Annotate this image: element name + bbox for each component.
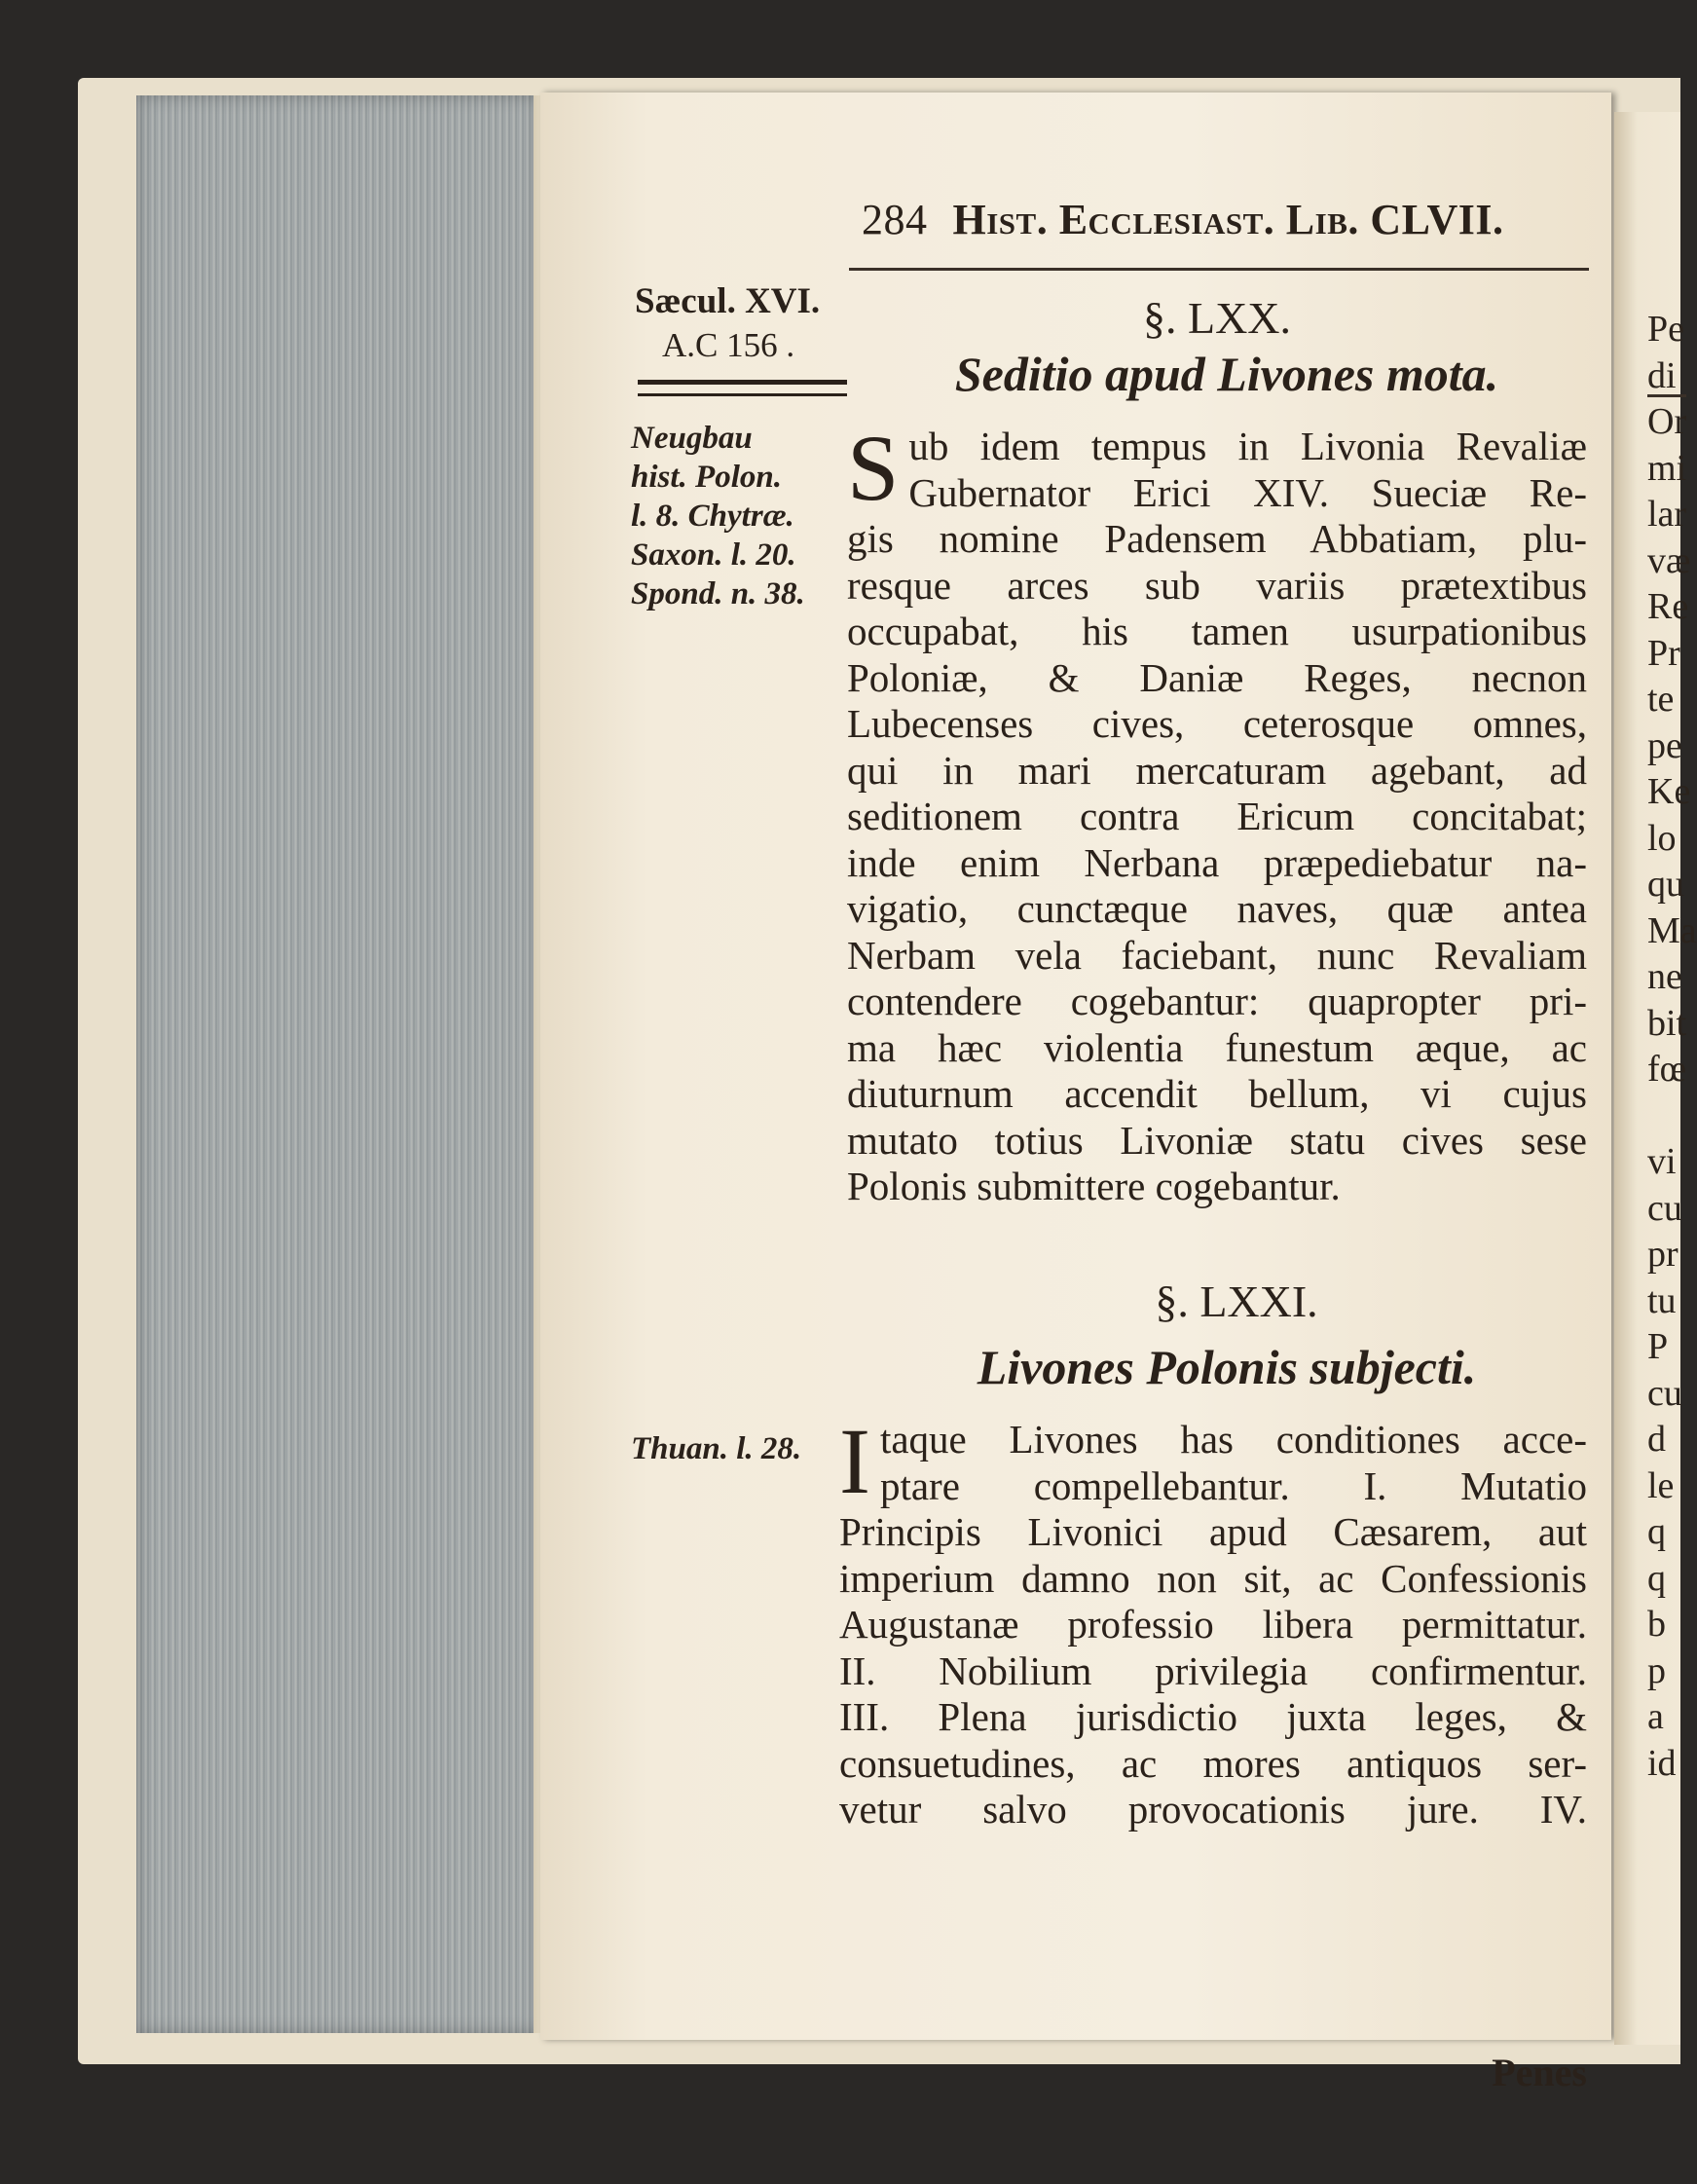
text-line: Lubecenses cives, ceterosque omnes, — [847, 701, 1587, 746]
text-line: Nerbam vela faciebant, nunc Revaliam — [847, 932, 1587, 978]
text-line: taque Livones has conditiones acce- — [879, 1417, 1587, 1462]
next-page-fragment-line: tu — [1647, 1279, 1677, 1321]
next-page-fragment-line: pe — [1647, 724, 1682, 766]
next-page-fragment-line: p — [1647, 1649, 1666, 1691]
text-line: imperium damno non sit, ac Confessionis — [839, 1555, 1587, 1601]
text-line: seditionem contra Ericum concitabat; — [847, 794, 1587, 838]
text-line: resque arces sub variis prætextibus — [847, 562, 1587, 608]
text-line: consuetudines, ac mores antiquos ser- — [839, 1740, 1587, 1786]
text-line: diuturnum accendit bellum, vi cujus — [847, 1071, 1587, 1116]
next-page-fragment-line: bit — [1647, 1002, 1687, 1044]
text-line: II. Nobilium privilegia confirmentur. — [839, 1647, 1587, 1693]
next-page-fragment-line: pr — [1647, 1234, 1679, 1275]
next-page-fragment-line: b — [1647, 1604, 1666, 1645]
next-page-fragment-line: fœ — [1647, 1049, 1687, 1090]
margin-thuan: Thuan. l. 28. — [631, 1431, 802, 1466]
section-70-title: Seditio apud Livones mota. — [954, 347, 1499, 401]
text-line: occupabat, his tamen usurpationibus — [847, 609, 1587, 653]
text-line: III. Plena jurisdictio juxta leges, & — [839, 1694, 1587, 1739]
next-page-fragment-line: cu — [1647, 1187, 1682, 1229]
section-71-title: Livones Polonis subjecti. — [977, 1340, 1477, 1394]
margin-ref: l. 8. Chytræ. — [631, 499, 794, 534]
next-page-fragment-line: d — [1647, 1419, 1666, 1460]
text-line: contendere cogebantur: quapropter pri- — [847, 979, 1587, 1023]
next-page-fragment-line: mi — [1647, 447, 1687, 489]
text-line: gis nomine Padensem Abbatiam, plu- — [847, 516, 1587, 561]
text-line: Augustanæ professio libera permittatur. — [839, 1602, 1587, 1647]
margin-anno: A.C 156 . — [662, 326, 795, 364]
section-70-body — [847, 416, 1587, 1210]
text-line: Gubernator Erici XIV. Sueciæ Re- — [908, 469, 1587, 515]
header-rule — [849, 268, 1589, 271]
text-line: ub idem tempus in Livonia Revaliæ — [908, 424, 1587, 468]
text-line: inde enim Nerbana præpediebatur na- — [847, 839, 1587, 885]
next-page-fragment-line: id — [1647, 1742, 1677, 1784]
margin-ref: Spond. n. 38. — [631, 576, 805, 611]
next-page-fragment-line: Re — [1647, 586, 1689, 627]
margin-rule-thick — [638, 380, 847, 385]
next-page-fragment-line: ne — [1647, 956, 1682, 997]
running-head — [862, 195, 1587, 253]
text-line: Principis Livonici apud Cæsarem, aut — [839, 1509, 1587, 1554]
drop-cap: S — [847, 416, 900, 520]
next-page-fragment-line: a — [1647, 1696, 1664, 1737]
next-page-fragment-line: lar — [1647, 494, 1687, 535]
next-page-fragment-line: q — [1647, 1557, 1666, 1599]
running-title: Hist. Ecclesiast. Lib. CLVII. — [952, 196, 1504, 243]
next-page-fragment-line: te — [1647, 679, 1675, 720]
next-page-fragment-line: Pr — [1647, 632, 1680, 674]
text-line: Poloniæ, & Daniæ Reges, necnon — [847, 654, 1587, 700]
next-page-fragment-line: lo — [1647, 817, 1677, 859]
text-line: qui in mari mercaturam agebant, ad — [847, 747, 1587, 793]
next-page-fragment-line: væ — [1647, 539, 1691, 581]
next-page-fragment-line: P — [1647, 1326, 1669, 1367]
next-page-letters — [1647, 307, 1697, 1787]
next-page-fragment-line: Pe — [1647, 309, 1684, 350]
text-line: vetur salvo provocationis jure. IV. — [839, 1787, 1587, 1832]
next-page-fragment-line: le — [1647, 1464, 1675, 1506]
margin-ref: Saxon. l. 20. — [631, 537, 796, 573]
section-71-number: §. LXXI. — [1155, 1277, 1318, 1326]
margin-ref: Neugbau — [631, 421, 753, 456]
page-edges-block — [136, 95, 540, 2033]
margin-rule-thin — [638, 393, 847, 396]
section-71-body — [839, 1409, 1587, 1833]
next-page-fragment-line: q — [1647, 1511, 1666, 1552]
margin-references — [631, 419, 850, 613]
text-line: vigatio, cunctæque naves, quæ antea — [847, 886, 1587, 931]
text-line: mutato totius Livoniæ statu cives sese — [847, 1117, 1587, 1163]
next-page-fragment-line: Ma — [1647, 909, 1697, 951]
next-page-fragment-line: Ke — [1647, 771, 1691, 812]
margin-ref: hist. Polon. — [631, 460, 782, 495]
next-page-fragment — [1614, 112, 1697, 2045]
section-70-number: §. LXX. — [1142, 293, 1292, 343]
margin-seculum: Sæcul. XVI. — [635, 281, 821, 321]
page-number: 284 — [862, 196, 928, 243]
next-page-fragment-line: qu — [1647, 864, 1684, 905]
next-page-fragment-line: di — [1647, 354, 1677, 396]
catchword: Penes — [1492, 2051, 1587, 2094]
next-page-fragment-line: vi — [1647, 1141, 1677, 1182]
next-page-fragment-line: Or — [1647, 401, 1687, 442]
text-line: ptare compellebantur. I. Mutatio — [879, 1462, 1587, 1508]
next-page-fragment-line: cu — [1647, 1372, 1682, 1414]
next-page-fragment-line — [1647, 1093, 1686, 1140]
text-line: Polonis submittere cogebantur. — [847, 1164, 1341, 1208]
text-line: ma hæc violentia funestum æque, ac — [847, 1024, 1587, 1070]
drop-cap: I — [839, 1409, 870, 1513]
